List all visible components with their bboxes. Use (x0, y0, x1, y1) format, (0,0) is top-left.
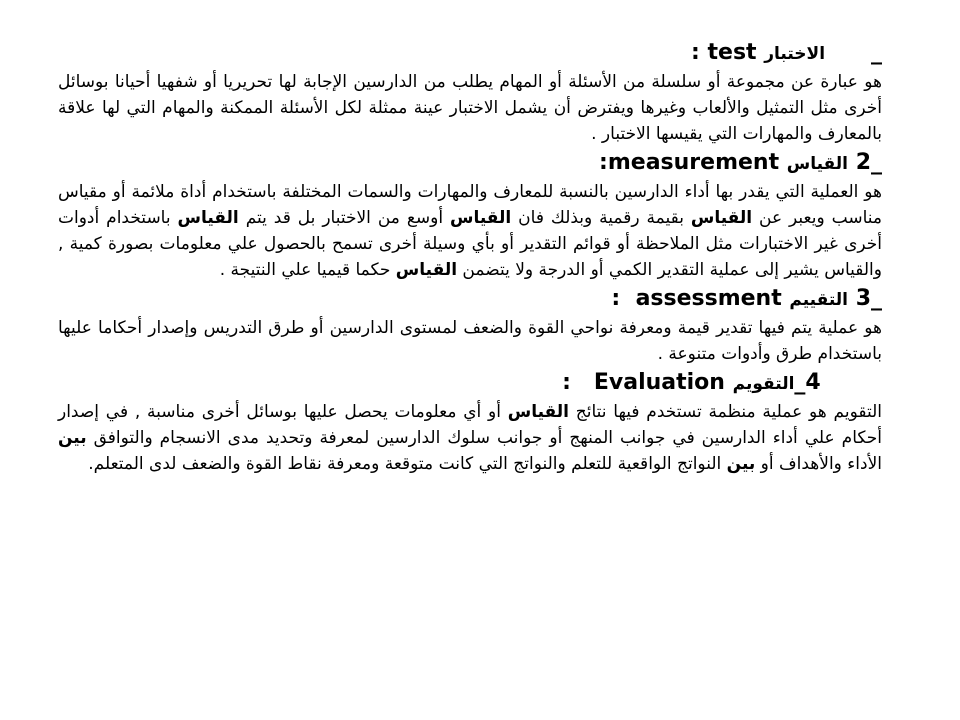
heading-english: measurement (607, 150, 780, 175)
heading-english: test (707, 40, 757, 65)
text-run: أوسع من الاختبار بل قد يتم (238, 208, 450, 228)
section-heading (58, 38, 882, 69)
section-evaluation (58, 368, 882, 477)
section-heading (58, 368, 882, 399)
section-text (58, 179, 882, 283)
heading-prefix: 2_ (855, 150, 882, 175)
text-run: التقويم هو عملية منظمة تستخدم فيها نتائج (568, 402, 883, 422)
heading-english: assessment (635, 286, 782, 311)
text-run: هو العملية التي يقدر بها أداء الدارسين بالنسبة للمعارف والمهارات والسمات المختلفة باستخدام أداة ملائمة أو مقياس مناسب ويعبر عن (58, 182, 882, 228)
section-text (58, 399, 882, 477)
text-run: الأداء والأهداف أو (755, 454, 882, 474)
emphasis-term: القياس (690, 208, 753, 228)
heading-suffix: : (562, 370, 571, 395)
heading-prefix: 3_ (855, 286, 882, 311)
heading-prefix: _ (871, 40, 882, 65)
text-run: بقيمة رقمية وبذلك فان (511, 208, 691, 228)
emphasis-term: بين (58, 428, 87, 448)
section-test (58, 38, 882, 147)
section-heading (58, 148, 882, 179)
emphasis-term: بين (726, 454, 756, 474)
heading-english: Evaluation (593, 370, 725, 395)
section-heading (58, 284, 882, 315)
emphasis-term: القياس (177, 208, 239, 228)
section-text: هو عملية يتم فيها تقدير قيمة ومعرفة نواحي القوة والضعف لمستوى الدارسين أو طرق التدريس وإصدار أحكاما عليها باستخدام طرق وأدوات متنوعة . (58, 318, 882, 364)
text-run: أو أي معلومات يحصل عليها بوسائل أخرى مناسبة , في إصدار أحكام علي أداء الدارسين في جوانب المنهج أو جوانب سلوك الدارسين لمعرفة وتحديد مدى الانسجام والتوافق (58, 402, 882, 448)
heading-suffix: : (611, 286, 621, 311)
section-measurement (58, 148, 882, 283)
text-run: باستخدام أدوات أخرى غير الاختبارات مثل الملاحظة أو قوائم التقدير أو بأي وسيلة أخرى تسمح بالحصول علي معلومات بصورة كمية , والقياس يشير إلى عملية التقدير الكمي أو الدرجة ولا يتضمن (58, 208, 882, 280)
heading-arabic: القياس (786, 154, 849, 174)
heading-arabic: التقويم (732, 374, 795, 394)
heading-suffix: : (691, 40, 700, 65)
heading-arabic: الاختبار (764, 44, 826, 64)
emphasis-term: القياس (507, 402, 569, 422)
emphasis-term: القياس (395, 260, 458, 280)
text-run: النواتج الواقعية للتعلم والنواتج التي كانت متوقعة ومعرفة نقاط القوة والضعف لدى المتعلم. (88, 454, 727, 474)
heading-prefix: _4 (794, 370, 821, 395)
emphasis-term: القياس (449, 208, 512, 228)
text-run: حكما قيميا علي النتيجة . (219, 260, 396, 280)
section-text: هو عبارة عن مجموعة أو سلسلة من الأسئلة أو المهام يطلب من الدارسين الإجابة لها تحريريا أو شفهيا أحيانا بوسائل أخرى مثل التمثيل والألعاب وغيرها ويفترض أن يشمل الاختبار عينة ممثلة لكل الأسئلة الممكنة والمهام التي لها علاقة بالمعارف والمهارات التي يقيسها الاختبار . (58, 72, 882, 144)
section-assessment (58, 284, 882, 367)
heading-arabic: التقييم (789, 290, 849, 310)
heading-suffix: : (599, 150, 608, 175)
